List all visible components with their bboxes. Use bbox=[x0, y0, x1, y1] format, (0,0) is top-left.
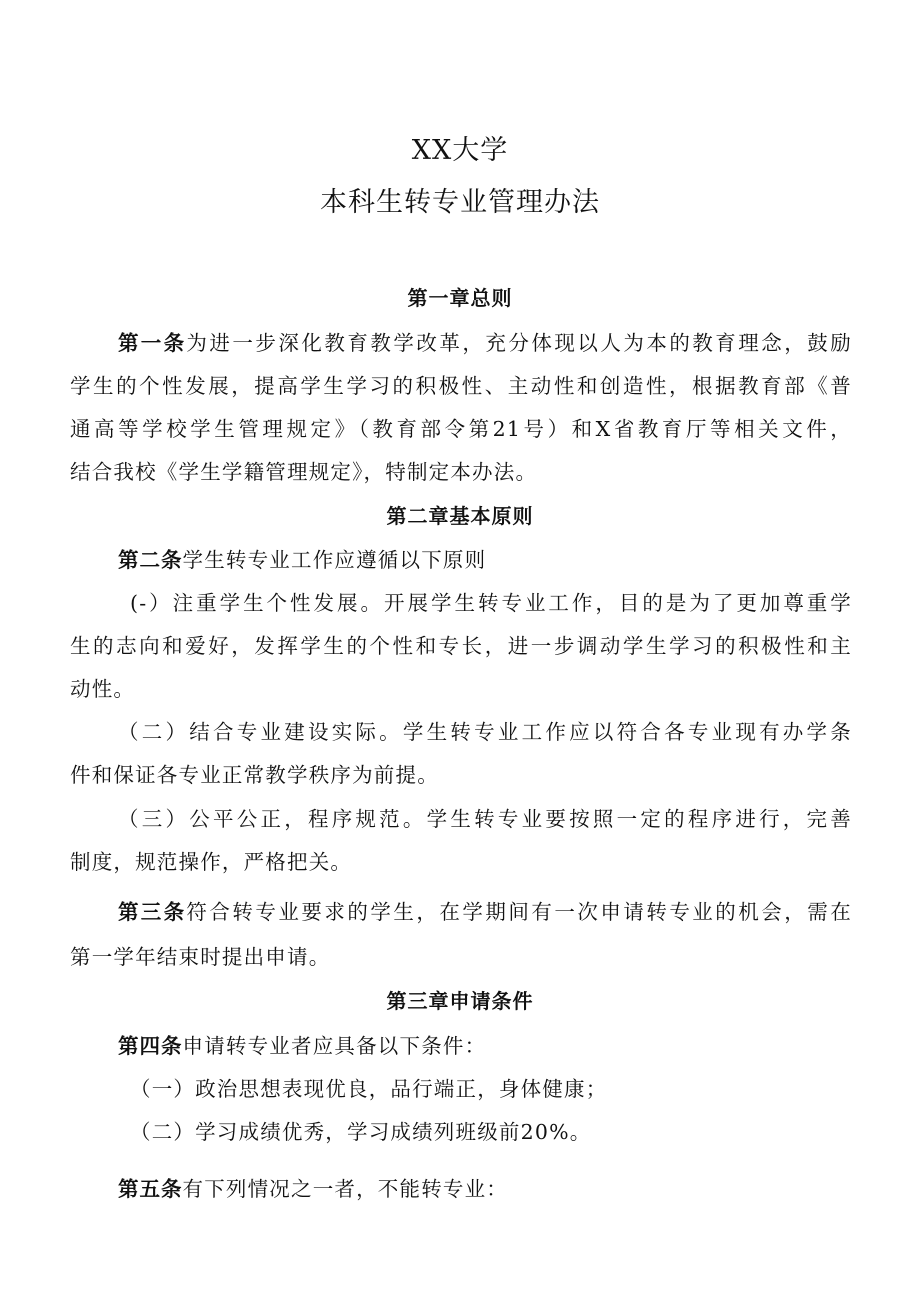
article-1-line-4: 结合我校《学生学籍管理规定》，特制定本办法。 bbox=[70, 460, 538, 484]
article-1-label: 第一条 bbox=[118, 331, 187, 355]
document-title-university: XX大学 bbox=[411, 135, 509, 166]
article-5-label: 第五条 bbox=[118, 1177, 183, 1201]
chapter-heading-2: 第二章基本原则 bbox=[386, 504, 534, 528]
article-1-line-2: 学生的个性发展，提高学生学习的积极性、主动性和创造性，根据教育部《普 bbox=[70, 374, 852, 398]
article-4-line-1 bbox=[118, 1029, 852, 1059]
condition-item-2: （二）学习成绩优秀，学习成绩列班级前20%。 bbox=[130, 1120, 592, 1144]
principle-1-line-3: 动性。 bbox=[70, 677, 136, 701]
principle-1-line-1: (-）注重学生个性发展。开展学生转专业工作，目的是为了更加尊重学 bbox=[130, 591, 852, 615]
chapter-heading-1: 第一章总则 bbox=[407, 286, 513, 310]
article-3-label: 第三条 bbox=[118, 900, 187, 924]
article-5-line-1 bbox=[118, 1172, 852, 1202]
principle-3-line-1: （三）公平公正，程序规范。学生转专业要按照一定的程序进行，完善 bbox=[118, 807, 852, 831]
chapter-heading-3: 第三章申请条件 bbox=[386, 989, 534, 1013]
condition-item-1: （一）政治思想表现优良，品行端正，身体健康； bbox=[130, 1077, 608, 1101]
article-4-label: 第四条 bbox=[118, 1034, 183, 1058]
principle-2-line-1: （二）结合专业建设实际。学生转专业工作应以符合各专业现有办学条 bbox=[118, 720, 852, 744]
article-1-text-1: 为进一步深化教育教学改革，充分体现以人为本的教育理念，鼓励 bbox=[186, 331, 852, 355]
article-3-line-1 bbox=[118, 895, 852, 925]
document-title-main: 本科生转专业管理办法 bbox=[320, 187, 600, 218]
principle-2-line-2: 件和保证各专业正常教学秩序为前提。 bbox=[70, 763, 439, 787]
article-2-text-1: 学生转专业工作应遵循以下原则 bbox=[182, 548, 487, 572]
article-3-line-2: 第一学年结束时提出申请。 bbox=[70, 945, 331, 969]
article-4-text-1: 申请转专业者应具备以下条件： bbox=[182, 1034, 487, 1058]
article-2-label: 第二条 bbox=[118, 548, 183, 572]
principle-1-line-2: 生的志向和爱好，发挥学生的个性和专长，进一步调动学生学习的积极性和主 bbox=[70, 634, 852, 658]
article-1-line-3: 通高等学校学生管理规定》（教育部令第21号）和X省教育厅等相关文件， bbox=[70, 417, 852, 441]
article-5-text-1: 有下列情况之一者，不能转专业： bbox=[182, 1177, 508, 1201]
article-1-line-1 bbox=[118, 326, 852, 356]
principle-3-line-2: 制度，规范操作，严格把关。 bbox=[70, 850, 353, 874]
article-3-text-1: 符合转专业要求的学生，在学期间有一次申请转专业的机会，需在 bbox=[186, 900, 852, 924]
article-2-line-1 bbox=[118, 543, 852, 573]
